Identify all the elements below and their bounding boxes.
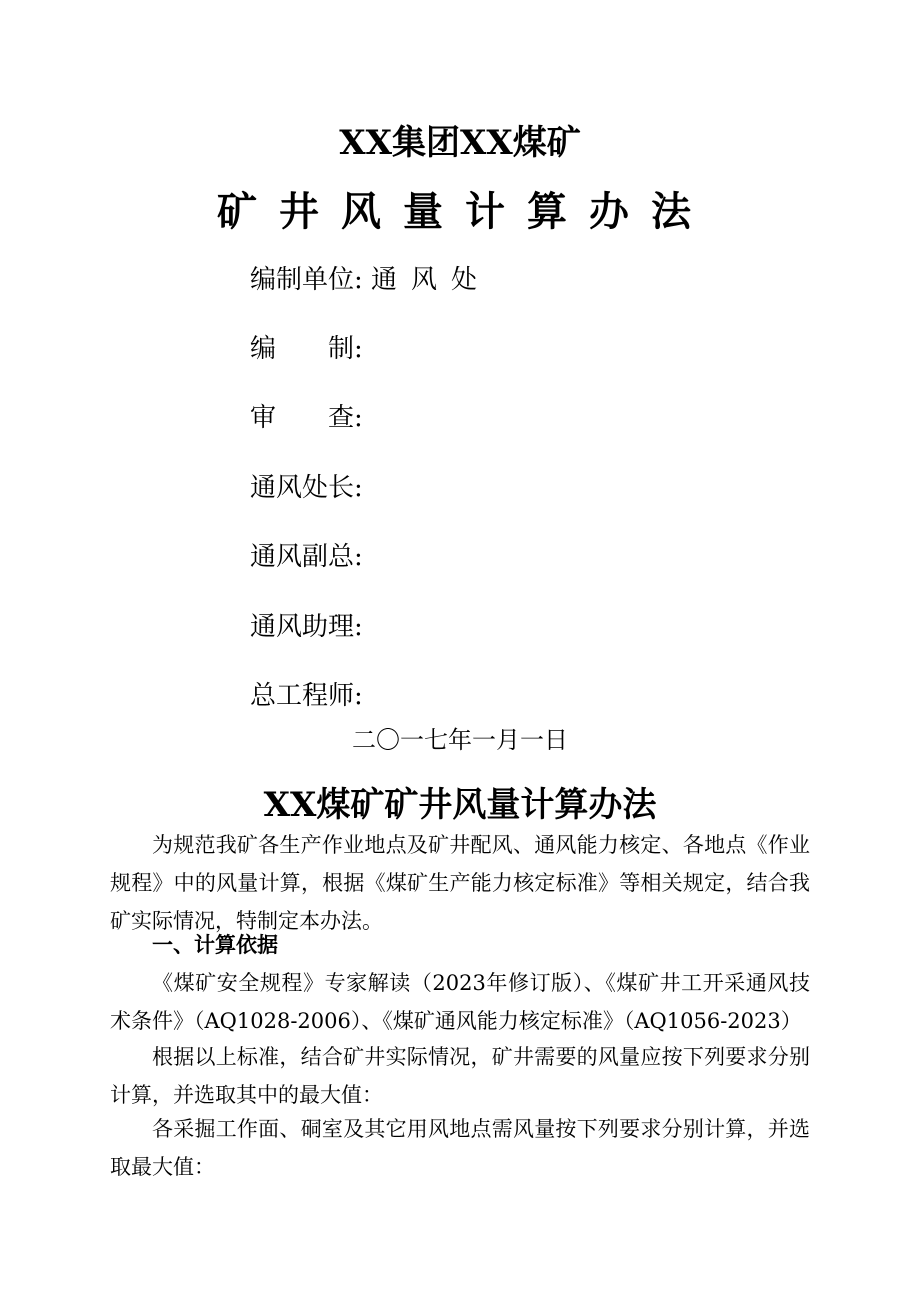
field-label: 编制单位: bbox=[250, 265, 363, 295]
field-label: 通风副总: bbox=[250, 542, 363, 572]
cover-title-line1: XX集团XX煤矿 bbox=[339, 123, 581, 163]
calculation-paragraph: 根据以上标准，结合矿井实际情况，矿井需要的风量应按下列要求分别计算，并选取其中的最大值： bbox=[110, 1045, 810, 1107]
field-ventilation-chief bbox=[250, 470, 363, 506]
basis-paragraph: 《煤矿安全规程》专家解读（2023年修订版）、《煤矿井工开采通风技术条件》（AQ1028-2006）、《煤矿通风能力核定标准》（AQ1056-2023） bbox=[110, 971, 810, 1033]
field-compiler bbox=[250, 331, 363, 367]
field-label: 通风助理: bbox=[250, 612, 363, 642]
field-label: 审 查: bbox=[250, 403, 363, 433]
intro-paragraph: 为规范我矿各生产作业地点及矿井配风、通风能力核定、各地点《作业规程》中的风量计算，根据《煤矿生产能力核定标准》等相关规定，结合我矿实际情况，特制定本办法。 bbox=[110, 833, 810, 933]
cover-date: 二〇一七年一月一日 bbox=[352, 726, 568, 754]
field-compiling-unit bbox=[250, 262, 491, 298]
field-label: 通风处长: bbox=[250, 473, 363, 503]
field-label: 编 制: bbox=[250, 334, 363, 364]
field-reviewer bbox=[250, 400, 363, 436]
field-chief-engineer bbox=[250, 678, 363, 714]
cover-title-line2: 矿井风量计算办法 bbox=[217, 188, 713, 235]
section-heading: 一、计算依据 bbox=[152, 933, 278, 957]
body-title: XX煤矿矿井风量计算办法 bbox=[263, 785, 657, 825]
field-label: 总工程师: bbox=[250, 681, 363, 711]
field-value: 通风处 bbox=[371, 265, 492, 295]
field-ventilation-deputy bbox=[250, 539, 363, 575]
workplace-paragraph: 各采掘工作面、硐室及其它用风地点需风量按下列要求分别计算，并选取最大值： bbox=[110, 1117, 810, 1179]
field-ventilation-assistant bbox=[250, 609, 363, 645]
